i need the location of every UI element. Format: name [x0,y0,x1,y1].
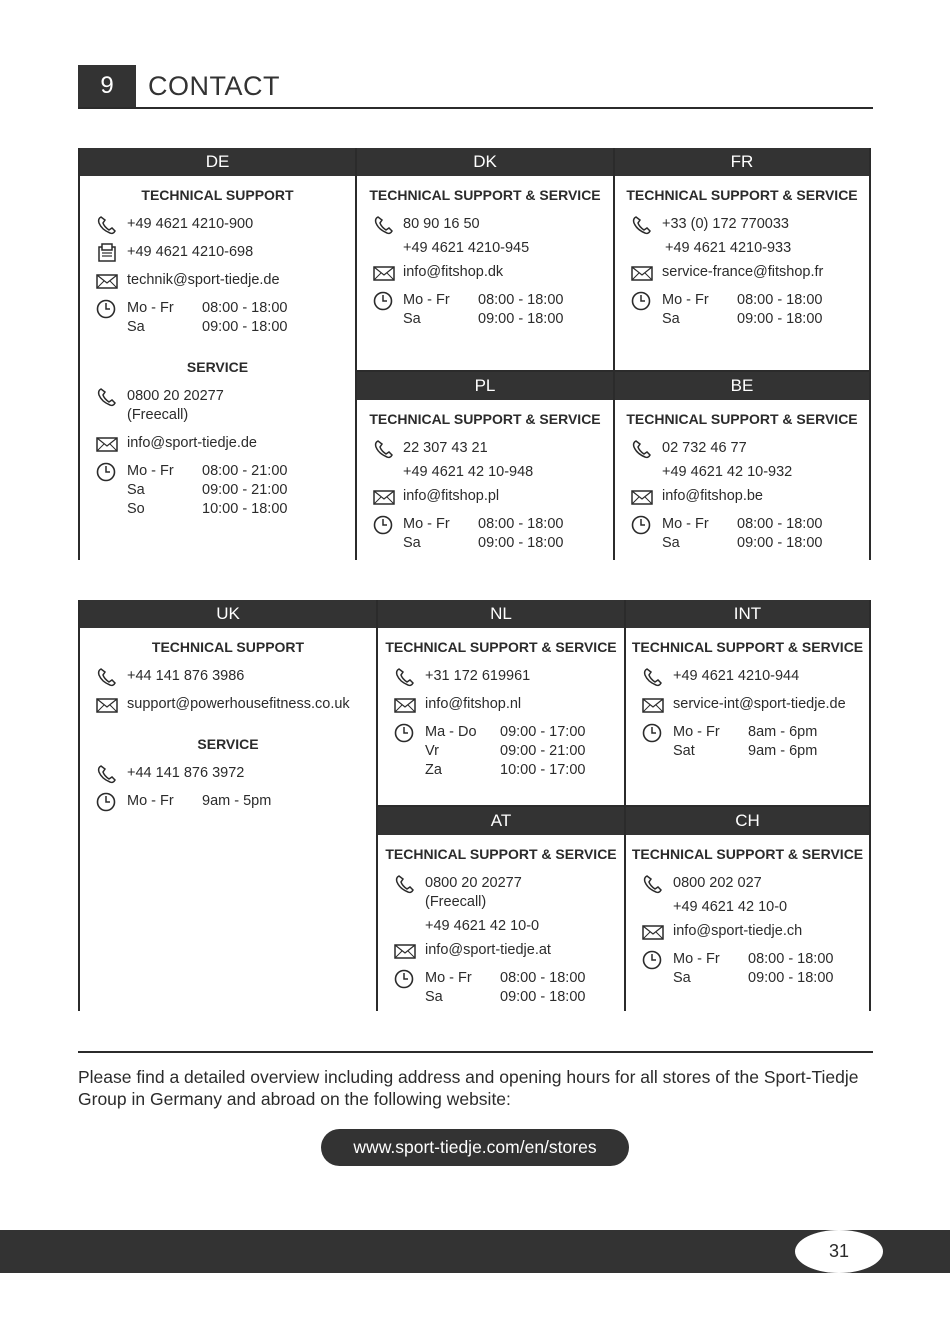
phone-row: +44 141 876 3986 [80,667,376,686]
phone-secondary-row: +49 4621 42 10-932 [662,464,793,480]
country-header-int: INT [626,600,869,628]
mail-icon [373,487,395,507]
hours-row [615,291,869,329]
phone-icon [96,215,118,235]
section-title: CONTACT [148,71,280,101]
clock-icon [642,723,664,743]
country-header-pl: PL [357,372,613,400]
phone-row: 0800 20 20277 (Freecall) [378,874,624,912]
email-row: service-int@sport-tiedje.de [626,695,869,714]
phone-row: +49 4621 4210-944 [626,667,869,686]
hours-row [357,515,613,553]
phone-row: +33 (0) 172 770033 [615,215,869,234]
clock-icon [373,515,395,535]
phone-icon [631,215,653,235]
phone-icon [642,667,664,687]
contact-panel-top [78,148,869,560]
phone-icon [631,439,653,459]
phone-icon [96,667,118,687]
hours-table: Mo - Fr 08:00 - 18:00 Sa 09:00 - 18:00 [662,516,823,551]
phone-icon [373,439,395,459]
mail-icon [394,941,416,961]
section-subtitle: SERVICE [186,359,249,375]
mail-icon [96,434,118,454]
country-block-ch [626,807,871,1011]
phone-row: +44 141 876 3972 [80,764,376,783]
country-block-nl [378,600,626,807]
email-row: info@fitshop.pl [357,487,613,506]
country-block-pl [357,372,615,560]
email-row: info@fitshop.dk [357,263,613,282]
section-subtitle: SERVICE [197,736,259,752]
mail-icon [96,695,118,715]
country-block-dk [357,148,615,372]
fax-icon [96,243,118,263]
mail-icon [642,922,664,942]
phone-icon [96,387,118,407]
section-subtitle: TECHNICAL SUPPORT & SERVICE [626,411,858,427]
hours-table: Mo - Fr 08:00 - 18:00 Sa 09:00 - 18:00 [425,970,586,1005]
mail-icon [631,263,653,283]
section-number: 9 [78,65,136,107]
phone-icon [642,874,664,894]
clock-icon [96,792,118,812]
section-subtitle: TECHNICAL SUPPORT & SERVICE [626,187,858,203]
country-block-at [378,807,626,1011]
section-subtitle: TECHNICAL SUPPORT & SERVICE [385,639,617,655]
section-subtitle: TECHNICAL SUPPORT [151,639,305,655]
country-header-ch: CH [626,807,869,835]
hours-table: Ma - Do 09:00 - 17:00 Vr 09:00 - 21:00 Za 10:00 - 17:00 [425,724,586,778]
clock-icon [394,723,416,743]
section-subtitle: TECHNICAL SUPPORT & SERVICE [369,187,601,203]
phone-secondary-row: +49 4621 42 10-948 [403,464,534,480]
email-row: technik@sport-tiedje.de [80,271,355,290]
clock-icon [373,291,395,311]
email-row: info@sport-tiedje.ch [626,922,869,941]
clock-icon [642,950,664,970]
phone-icon [373,215,395,235]
hours-row [378,969,624,1007]
section-subtitle: TECHNICAL SUPPORT & SERVICE [631,639,864,655]
phone-row: 02 732 46 77 [615,439,869,458]
hours-table: Mo - Fr 8am - 6pm Sat 9am - 6pm [673,724,818,759]
mail-icon [631,487,653,507]
email-row: info@sport-tiedje.at [378,941,624,960]
hours-table: Mo - Fr 08:00 - 18:00 Sa 09:00 - 18:00 [673,951,834,986]
section-subtitle: TECHNICAL SUPPORT [141,187,294,203]
hours-row [80,299,355,337]
mail-icon [96,271,118,291]
mail-icon [373,263,395,283]
phone-icon [394,667,416,687]
section-subtitle: TECHNICAL SUPPORT & SERVICE [631,846,864,862]
page-number: 31 [795,1230,883,1273]
hours-table: Mo - Fr 9am - 5pm [127,793,272,809]
phone-secondary-row: +49 4621 42 10-0 [425,918,540,934]
stores-link[interactable]: www.sport-tiedje.com/en/stores [321,1129,629,1166]
hours-row [378,723,624,780]
section-subtitle: TECHNICAL SUPPORT & SERVICE [369,411,601,427]
country-block-int [626,600,871,807]
email-row: info@fitshop.nl [378,695,624,714]
clock-icon [394,969,416,989]
clock-icon [96,462,118,482]
section-header [78,65,873,109]
phone-row: 22 307 43 21 [357,439,613,458]
hours-row [615,515,869,553]
country-header-uk: UK [80,600,376,628]
hours-row [626,723,869,761]
mail-icon [642,695,664,715]
mail-icon [394,695,416,715]
fax-row: +49 4621 4210-698 [80,243,355,262]
phone-secondary-row: +49 4621 4210-933 [665,240,792,256]
country-block-de [80,148,357,560]
phone-icon [96,764,118,784]
hours-row [626,950,869,988]
country-header-fr: FR [615,148,869,176]
contact-panel-bottom [78,600,869,1011]
hours-row [80,462,355,519]
phone-row: 80 90 16 50 [357,215,613,234]
hours-table: Mo - Fr 08:00 - 18:00 Sa 09:00 - 18:00 [403,516,564,551]
hours-table: Mo - Fr 08:00 - 18:00 Sa 09:00 - 18:00 [662,292,823,327]
phone-row: 0800 20 20277 (Freecall) [80,387,355,425]
country-block-uk [80,600,378,1011]
phone-secondary-row: +49 4621 42 10-0 [673,899,788,915]
email-row: support@powerhousefitness.co.uk [80,695,376,714]
hours-table: Mo - Fr 08:00 - 18:00 Sa 09:00 - 18:00 [403,292,564,327]
hours-table: Mo - Fr 08:00 - 18:00 Sa 09:00 - 18:00 [127,300,288,335]
country-block-fr [615,148,871,372]
country-block-be [615,372,871,560]
phone-row: 0800 202 027 [626,874,869,893]
clock-icon [631,291,653,311]
footer-text: Please find a detailed overview including address and opening hours for all stores of the Sport-Tiedje Group in Germany and abroad on the following website: [78,1067,859,1109]
phone-secondary-row: +49 4621 4210-945 [403,240,530,256]
email-row: info@fitshop.be [615,487,869,506]
section-subtitle: TECHNICAL SUPPORT & SERVICE [385,846,617,862]
clock-icon [96,299,118,319]
phone-icon [394,874,416,894]
country-header-nl: NL [378,600,624,628]
country-header-de: DE [80,148,355,176]
country-header-dk: DK [357,148,613,176]
hours-table: Mo - Fr 08:00 - 21:00 Sa 09:00 - 21:00 So 10:00 - 18:00 [127,463,288,517]
phone-row: +31 172 619961 [378,667,624,686]
hours-row [80,792,376,811]
email-row: service-france@fitshop.fr [615,263,869,282]
phone-row: +49 4621 4210-900 [80,215,355,234]
country-header-at: AT [378,807,624,835]
footer-divider [78,1051,873,1053]
email-row: info@sport-tiedje.de [80,434,355,453]
clock-icon [631,515,653,535]
country-header-be: BE [615,372,869,400]
hours-row [357,291,613,329]
